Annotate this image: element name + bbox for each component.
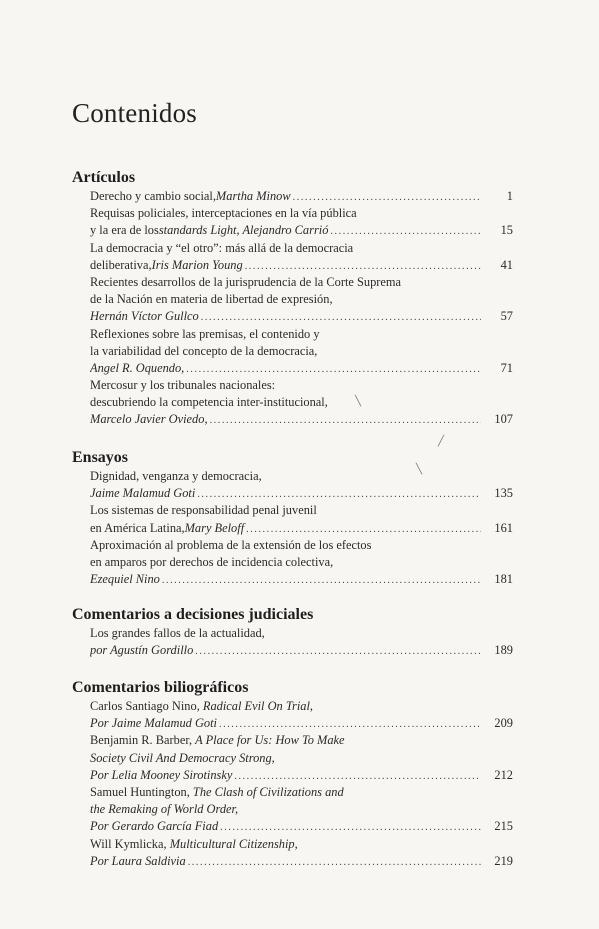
entry-last-line (90, 308, 513, 325)
entry-last-line (90, 411, 513, 428)
toc-entry (90, 732, 513, 784)
toc-entry (90, 205, 513, 239)
entry-author: Por Lelia Mooney Sirotinsky (90, 767, 233, 782)
entry-title-line: Dignidad, venganza y democracia, (90, 469, 262, 483)
entry-author: Hernán Víctor Gullco (90, 309, 199, 324)
entry-author: Marcelo Javier Oviedo, (90, 412, 208, 427)
toc-entry (90, 502, 513, 536)
page-number: 15 (500, 223, 513, 238)
page-number: 209 (494, 716, 513, 731)
entry-title-line: la variabilidad del concepto de la democracia, (90, 343, 318, 358)
page-number: 181 (494, 572, 513, 587)
page-number: 71 (500, 360, 513, 375)
entry-title-line: Mercosur y los tribunales nacionales: (90, 378, 276, 393)
entry-title-line: Reflexiones sobre las premisas, el contenido y (90, 326, 320, 341)
entry-title-line: La democracia y “el otro”: más allá de la democracia (90, 240, 354, 255)
entry-author: por Agustín Gordillo (90, 643, 194, 658)
toc-entry (90, 625, 513, 659)
entry-last-line (90, 818, 513, 835)
page-number: 212 (494, 767, 513, 782)
page-number: 135 (494, 486, 513, 501)
dot-leader (195, 643, 481, 659)
entry-last-line (90, 853, 513, 870)
entry-title-text: deliberativa, (90, 257, 152, 272)
entry-last-line (90, 571, 513, 588)
page-number: 41 (500, 257, 513, 272)
scan-speck: ╱ (438, 436, 445, 447)
entry-author: Angel R. Oquendo, (90, 360, 185, 375)
dot-leader (220, 819, 481, 835)
dot-leader (330, 223, 481, 239)
page-number: 219 (494, 853, 513, 868)
entry-author: standards Light, Alejandro Carrió (158, 223, 329, 238)
dot-leader (245, 258, 481, 274)
entry-author: Por Laura Saldivia (90, 853, 186, 868)
entry-author: Por Gerardo García Fiad (90, 819, 219, 834)
entry-last-line (90, 767, 513, 784)
entry-title-text: y la era de los (90, 223, 159, 238)
page-number: 189 (494, 643, 513, 658)
entry-last-line (90, 257, 513, 274)
page-number: 57 (500, 309, 513, 324)
toc-entry (90, 836, 513, 870)
toc-entry (90, 698, 513, 732)
entry-last-line (90, 485, 513, 502)
section-heading: Artículos (72, 169, 136, 186)
dot-leader (293, 189, 481, 205)
entry-title-line: Aproximación al problema de la extensión de los efectos (90, 537, 372, 552)
entry-last-line (90, 188, 513, 205)
toc-entry (90, 240, 513, 274)
section-comentarios-bibliograficos (72, 678, 522, 870)
page-title: Contenidos (72, 98, 198, 129)
dot-leader (162, 572, 481, 588)
toc-entry (90, 326, 513, 378)
entry-title-text: en América Latina, (90, 520, 185, 535)
toc-entry (90, 468, 513, 502)
scan-speck: ╲ (416, 464, 423, 475)
entry-title-line: Los sistemas de responsabilidad penal juvenil (90, 503, 317, 518)
page-number: 161 (494, 520, 513, 535)
entry-author: Jaime Malamud Goti (90, 486, 196, 501)
entry-title-line: Samuel Huntington, The Clash of Civilizations and (90, 784, 344, 799)
entry-author: Martha Minow (215, 189, 291, 203)
dot-leader (246, 521, 481, 537)
entry-title-line: descubriendo la competencia inter-institucional, (90, 395, 328, 410)
toc-entry (90, 784, 513, 836)
entry-last-line (90, 222, 513, 239)
entry-author: Iris Marion Young (151, 257, 243, 272)
entry-title-line: Benjamin R. Barber, A Place for Us: How To Make (90, 733, 345, 748)
page-number: 215 (494, 819, 513, 834)
page-number: 1 (506, 189, 513, 203)
dot-leader (197, 486, 481, 502)
entry-author: Mary Beloff (184, 520, 245, 535)
entry-title-line: de la Nación en materia de libertad de expresión, (90, 292, 333, 307)
toc-entry (90, 188, 513, 205)
section-ensayos (72, 448, 522, 588)
entry-title-line: Carlos Santiago Nino, Radical Evil On Trial, (90, 699, 314, 713)
section-heading: Ensayos (72, 449, 129, 466)
entry-title-line: Requisas policiales, interceptaciones en la vía pública (90, 206, 357, 221)
dot-leader (201, 309, 481, 325)
entry-title-line: Will Kymlicka, Multicultural Citizenship, (90, 836, 298, 851)
section-heading: Comentarios a decisiones judiciales (72, 606, 314, 623)
entry-last-line (90, 715, 513, 732)
section-heading: Comentarios biliográficos (72, 679, 249, 696)
entry-title-text: Derecho y cambio social, (90, 189, 216, 203)
entry-title-line: Recientes desarrollos de la jurisprudencia de la Corte Suprema (90, 274, 402, 289)
dot-leader (234, 768, 481, 784)
entry-last-line (90, 360, 513, 377)
entry-title-line: the Remaking of World Order, (90, 802, 239, 817)
toc-entry (90, 537, 513, 589)
page-number: 107 (494, 412, 513, 427)
entry-last-line (90, 642, 513, 659)
dot-leader (186, 361, 481, 377)
scan-speck: ╲ (355, 396, 362, 407)
dot-leader (188, 854, 481, 870)
section-articulos (72, 168, 522, 429)
entry-author: Por Jaime Malamud Goti (90, 716, 217, 731)
entry-author: Ezequiel Nino (90, 572, 160, 587)
entry-title-line: Los grandes fallos de la actualidad, (90, 626, 265, 640)
section-comentarios-decisiones (72, 605, 522, 659)
dot-leader (210, 412, 481, 428)
entry-last-line (90, 520, 513, 537)
toc-entry (90, 377, 513, 429)
dot-leader (219, 716, 481, 732)
toc-entry (90, 274, 513, 326)
entry-title-line: en amparos por derechos de incidencia colectiva, (90, 554, 334, 569)
entry-title-line: Society Civil And Democracy Strong, (90, 750, 275, 765)
